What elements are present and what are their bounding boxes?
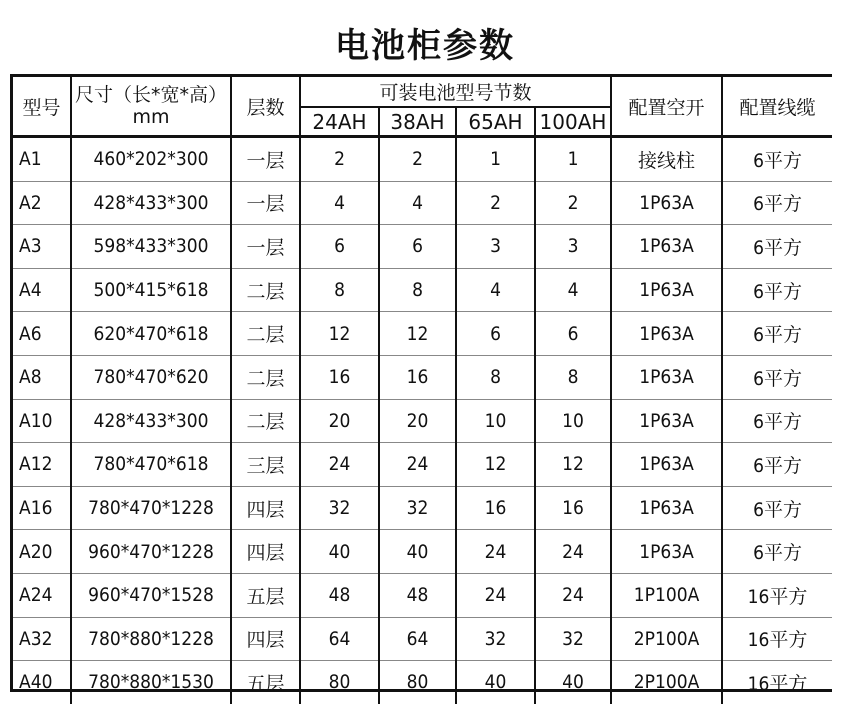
ah65-cell: 24	[456, 530, 535, 574]
ah38-cell: 8	[379, 268, 456, 312]
model-cell: A12	[13, 443, 71, 487]
table-row	[13, 399, 832, 443]
ah38-cell: 12	[379, 312, 456, 356]
ah24-cell: 80	[300, 661, 379, 704]
header-38ah: 38AH	[379, 107, 456, 137]
size-cell: 598*433*300	[71, 225, 231, 269]
breaker-cell: 1P63A	[611, 399, 722, 443]
ah24-cell: 20	[300, 399, 379, 443]
size-cell: 960*470*1228	[71, 530, 231, 574]
table-row	[13, 137, 832, 182]
size-cell: 428*433*300	[71, 399, 231, 443]
ah38-cell: 16	[379, 355, 456, 399]
model-cell: A32	[13, 617, 71, 661]
cable-cell: 16平方	[747, 629, 808, 652]
ah24-cell: 16	[300, 355, 379, 399]
size-cell: 620*470*618	[71, 312, 231, 356]
ah24-cell: 12	[300, 312, 379, 356]
header-battery-group: 可装电池型号节数	[300, 77, 611, 107]
header-layers: 层数	[231, 77, 300, 137]
ah38-cell: 80	[379, 661, 456, 704]
table-row	[13, 661, 832, 704]
model-cell: A1	[13, 137, 71, 182]
ah65-cell: 4	[456, 268, 535, 312]
header-size	[71, 77, 231, 137]
ah38-cell: 48	[379, 573, 456, 617]
ah38-cell: 4	[379, 181, 456, 225]
layers-cell: 三层	[231, 443, 300, 487]
ah65-cell: 24	[456, 573, 535, 617]
cable-cell: 6平方	[753, 193, 802, 216]
ah24-cell: 24	[300, 443, 379, 487]
cable-cell: 6平方	[753, 411, 802, 434]
table-row	[13, 312, 832, 356]
cable-cell: 6平方	[753, 324, 802, 347]
size-cell: 780*880*1228	[71, 617, 231, 661]
cable-cell: 6平方	[753, 280, 802, 303]
ah100-cell: 40	[535, 661, 611, 704]
size-cell: 960*470*1528	[71, 573, 231, 617]
model-cell: A4	[13, 268, 71, 312]
ah65-cell: 32	[456, 617, 535, 661]
ah100-cell: 6	[535, 312, 611, 356]
breaker-cell: 接线柱	[611, 137, 722, 182]
header-breaker: 配置空开	[611, 77, 722, 137]
ah24-cell: 6	[300, 225, 379, 269]
breaker-cell: 1P63A	[611, 181, 722, 225]
layers-cell: 五层	[231, 573, 300, 617]
breaker-cell: 1P63A	[611, 268, 722, 312]
layers-cell: 一层	[231, 181, 300, 225]
ah24-cell: 4	[300, 181, 379, 225]
model-cell: A3	[13, 225, 71, 269]
cable-cell: 6平方	[753, 236, 802, 259]
header-size-label: 尺寸（长*宽*高）	[74, 84, 227, 106]
cable-cell: 6平方	[753, 367, 802, 390]
header-cable: 配置线缆	[739, 96, 816, 119]
cable-cell: 6平方	[753, 498, 802, 521]
ah65-cell: 3	[456, 225, 535, 269]
breaker-cell: 1P63A	[611, 225, 722, 269]
ah100-cell: 1	[535, 137, 611, 182]
size-cell: 500*415*618	[71, 268, 231, 312]
header-size-unit: mm	[132, 106, 170, 128]
ah24-cell: 48	[300, 573, 379, 617]
table-body	[13, 137, 832, 704]
model-cell: A20	[13, 530, 71, 574]
size-cell: 428*433*300	[71, 181, 231, 225]
breaker-cell: 1P63A	[611, 312, 722, 356]
ah24-cell: 40	[300, 530, 379, 574]
breaker-cell: 1P63A	[611, 355, 722, 399]
header-model: 型号	[13, 77, 71, 137]
cable-cell: 16平方	[747, 585, 808, 608]
ah38-cell: 24	[379, 443, 456, 487]
layers-cell: 四层	[231, 486, 300, 530]
ah100-cell: 8	[535, 355, 611, 399]
table-row	[13, 225, 832, 269]
ah100-cell: 2	[535, 181, 611, 225]
breaker-cell: 1P63A	[611, 486, 722, 530]
breaker-cell: 1P63A	[611, 443, 722, 487]
size-cell: 780*880*1530	[71, 661, 231, 704]
table-row	[13, 355, 832, 399]
table-row	[13, 573, 832, 617]
size-cell: 780*470*618	[71, 443, 231, 487]
ah65-cell: 6	[456, 312, 535, 356]
ah100-cell: 10	[535, 399, 611, 443]
ah100-cell: 4	[535, 268, 611, 312]
ah65-cell: 16	[456, 486, 535, 530]
layers-cell: 二层	[231, 399, 300, 443]
ah100-cell: 24	[535, 530, 611, 574]
ah24-cell: 8	[300, 268, 379, 312]
model-cell: A10	[13, 399, 71, 443]
layers-cell: 二层	[231, 268, 300, 312]
ah65-cell: 1	[456, 137, 535, 182]
header-24ah: 24AH	[300, 107, 379, 137]
breaker-cell: 1P100A	[611, 573, 722, 617]
ah38-cell: 6	[379, 225, 456, 269]
size-cell: 460*202*300	[71, 137, 231, 182]
ah24-cell: 2	[300, 137, 379, 182]
table-row	[13, 530, 832, 574]
layers-cell: 二层	[231, 312, 300, 356]
ah100-cell: 32	[535, 617, 611, 661]
model-cell: A40	[13, 661, 71, 704]
table-row	[13, 617, 832, 661]
layers-cell: 五层	[231, 661, 300, 704]
ah38-cell: 32	[379, 486, 456, 530]
header-100ah: 100AH	[535, 107, 611, 137]
ah24-cell: 32	[300, 486, 379, 530]
cable-cell: 6平方	[753, 542, 802, 565]
ah38-cell: 64	[379, 617, 456, 661]
ah24-cell: 64	[300, 617, 379, 661]
battery-cabinet-spec-table	[13, 77, 832, 704]
ah100-cell: 24	[535, 573, 611, 617]
ah38-cell: 2	[379, 137, 456, 182]
table-header	[13, 77, 832, 137]
table-row	[13, 486, 832, 530]
layers-cell: 一层	[231, 137, 300, 182]
ah38-cell: 20	[379, 399, 456, 443]
table-row	[13, 181, 832, 225]
model-cell: A24	[13, 573, 71, 617]
model-cell: A8	[13, 355, 71, 399]
table-row	[13, 268, 832, 312]
ah100-cell: 3	[535, 225, 611, 269]
layers-cell: 二层	[231, 355, 300, 399]
page-title: 电池柜参数	[335, 26, 515, 66]
table-row	[13, 443, 832, 487]
model-cell: A16	[13, 486, 71, 530]
cable-cell: 6平方	[753, 149, 802, 172]
layers-cell: 四层	[231, 530, 300, 574]
ah65-cell: 12	[456, 443, 535, 487]
ah65-cell: 8	[456, 355, 535, 399]
ah100-cell: 12	[535, 443, 611, 487]
ah100-cell: 16	[535, 486, 611, 530]
breaker-cell: 1P63A	[611, 530, 722, 574]
cable-cell: 16平方	[747, 672, 808, 695]
model-cell: A6	[13, 312, 71, 356]
ah38-cell: 40	[379, 530, 456, 574]
breaker-cell: 2P100A	[611, 661, 722, 704]
model-cell: A2	[13, 181, 71, 225]
breaker-cell: 2P100A	[611, 617, 722, 661]
ah65-cell: 2	[456, 181, 535, 225]
cable-cell: 6平方	[753, 454, 802, 477]
layers-cell: 一层	[231, 225, 300, 269]
size-cell: 780*470*620	[71, 355, 231, 399]
layers-cell: 四层	[231, 617, 300, 661]
ah65-cell: 10	[456, 399, 535, 443]
ah65-cell: 40	[456, 661, 535, 704]
header-65ah: 65AH	[456, 107, 535, 137]
size-cell: 780*470*1228	[71, 486, 231, 530]
